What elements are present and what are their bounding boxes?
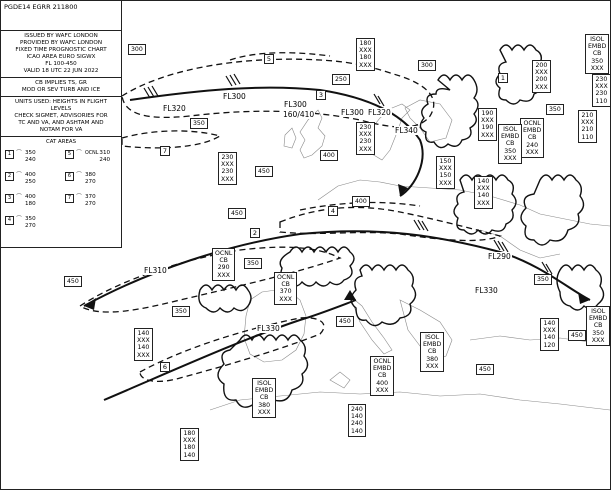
info-issuer xyxy=(1,31,121,78)
turb-box-uk-line: XXX xyxy=(221,175,234,183)
jet-flight-level-line: FL330 xyxy=(475,286,498,295)
turb-box-finland-line: 110 xyxy=(581,133,594,141)
cb-box-west-line: CB xyxy=(219,257,228,265)
cb-box-balkans xyxy=(420,332,444,372)
tropopause-height-line: 350 xyxy=(193,120,205,127)
tropopause-height xyxy=(228,208,246,219)
turb-box-finland-line: XXX xyxy=(581,119,594,127)
jet-flight-level-line: FL320 xyxy=(163,104,186,113)
turb-box-turkey-line: 140 xyxy=(543,320,556,327)
tropopause-height-line: 450 xyxy=(339,318,351,325)
area-number xyxy=(264,54,274,64)
turb-box-azores-line: XXX xyxy=(137,351,150,359)
cat-area-levels xyxy=(25,172,36,186)
turb-box-sweden-line: XXX xyxy=(481,117,494,125)
cb-box-baltic-line: XXX xyxy=(525,148,539,156)
turb-box-nafrica xyxy=(348,404,366,437)
cat-area-levels xyxy=(25,194,36,208)
cat-area-number: 5 xyxy=(65,150,74,159)
turb-box-uk-line: XXX xyxy=(221,161,234,169)
tropopause-height-line: 450 xyxy=(479,366,491,373)
area-number xyxy=(160,146,170,156)
cat-area-bottom: 270 xyxy=(25,223,36,229)
turb-box-morocco xyxy=(180,428,199,461)
cb-box-east xyxy=(498,124,522,164)
cb-box-iberia-line: XXX xyxy=(257,408,271,416)
tropopause-height xyxy=(332,74,350,85)
turb-box-nsea-line: XXX xyxy=(359,47,372,55)
units-note-line: CHECK SIGMET, ADVISORIES FOR xyxy=(14,113,108,119)
turb-box-turkey-line: 120 xyxy=(543,341,556,349)
turb-box-scand-1-line: XXX xyxy=(535,69,548,77)
turb-box-morocco-line: XXX xyxy=(183,437,196,445)
turb-box-germany xyxy=(436,156,455,189)
info-panel xyxy=(0,30,122,248)
cat-area-top: 400 xyxy=(25,194,36,200)
cat-area-legend-7 xyxy=(65,194,96,208)
tropopause-height xyxy=(336,316,354,327)
cat-area-bottom: 250 xyxy=(25,179,36,185)
turb-moderate-icon: ⌒ xyxy=(16,216,23,223)
area-number-line: 1 xyxy=(500,74,506,82)
cb-box-italy-line: OCNL xyxy=(373,358,391,365)
cb-box-iberia-line: 380 xyxy=(258,401,271,409)
jet-flight-level xyxy=(283,100,308,109)
cb-box-baltic-line: 240 xyxy=(526,141,539,149)
turb-box-nafrica-line: 140 xyxy=(351,413,363,421)
cb-box-iberia xyxy=(252,378,276,418)
cat-area-legend-6 xyxy=(65,172,96,186)
cat-area-legend-5 xyxy=(65,150,110,164)
turb-box-scand-1-line: XXX xyxy=(535,83,548,91)
cat-area-bottom: 240 xyxy=(99,157,111,163)
cb-box-denmark-line: ISOL xyxy=(591,308,606,315)
area-number-line: 4 xyxy=(330,207,336,215)
tropopause-height-line: 350 xyxy=(549,106,561,113)
jet-flight-level-line: FL340 xyxy=(395,126,418,135)
tropopause-height-line: 350 xyxy=(247,260,259,267)
turb-box-scand-1-line: 200 xyxy=(535,62,548,69)
jet-flight-level xyxy=(143,266,168,275)
cat-area-top: 350 xyxy=(25,216,36,222)
tropopause-height-line: 450 xyxy=(571,332,583,339)
cb-box-ne-line: EMBD xyxy=(588,43,607,51)
turb-box-morocco-line: 140 xyxy=(183,451,196,459)
turb-moderate-icon: ⌒ xyxy=(76,194,83,201)
turb-box-sweden xyxy=(478,108,497,141)
cat-area-number: 4 xyxy=(5,216,14,225)
jet-flight-level xyxy=(487,252,512,261)
cb-box-east-line: EMBD xyxy=(501,133,520,141)
cb-box-iberia-line: ISOL xyxy=(257,380,272,387)
area-number xyxy=(250,228,260,238)
turb-box-finland-line: 210 xyxy=(581,112,594,119)
area-number-line: 6 xyxy=(162,363,168,371)
cb-box-iberia-n-line: XXX xyxy=(279,295,292,303)
cat-area-levels xyxy=(25,216,36,230)
cb-box-balkans-line: CB xyxy=(427,348,437,356)
cat-area-legend-4 xyxy=(5,216,36,230)
jet-flight-level xyxy=(474,286,499,295)
cb-box-denmark-line: EMBD xyxy=(589,315,608,323)
tropopause-height-line: 450 xyxy=(258,168,270,175)
cb-box-italy-line: XXX xyxy=(375,386,389,394)
cat-area-top: 370 xyxy=(85,194,96,200)
cat-area-levels xyxy=(85,194,96,208)
cat-area-number: 2 xyxy=(5,172,14,181)
cb-box-denmark xyxy=(586,306,610,346)
tropopause-height xyxy=(352,196,370,207)
turb-moderate-icon: ⌒ xyxy=(16,194,23,201)
cb-box-iberia-n-line: CB xyxy=(281,281,290,289)
turb-box-scand-2-line: 230 xyxy=(595,76,608,83)
turb-box-germany-line: 150 xyxy=(439,158,452,165)
cat-area-bottom: 180 xyxy=(25,201,36,207)
cat-area-legend-2 xyxy=(5,172,36,186)
info-cb-note xyxy=(1,78,121,97)
turb-box-poland-line: XXX xyxy=(477,185,490,193)
cat-area-top: 350 xyxy=(25,150,36,156)
cb-box-ne-line: ISOL xyxy=(590,36,605,43)
cat-area-prefix: OCNL xyxy=(85,151,99,156)
cb-box-iberia-n xyxy=(274,272,297,305)
chart-header xyxy=(0,0,122,30)
tropopause-height-line: 250 xyxy=(335,76,347,83)
tropopause-height-line: 450 xyxy=(231,210,243,217)
cb-box-italy-line: CB xyxy=(377,372,387,380)
jet-flight-level-line: FL330 xyxy=(257,324,280,333)
turb-box-uk xyxy=(218,152,237,185)
cb-box-ne-line: CB xyxy=(592,50,602,58)
area-number-line: 3 xyxy=(318,91,324,99)
tropopause-height xyxy=(476,364,494,375)
units-note-line: TC AND VA, AND ASHTAM AND xyxy=(18,120,104,126)
area-number xyxy=(160,362,170,372)
cb-box-ne xyxy=(585,34,609,74)
jet-flight-level-line: FL310 xyxy=(144,266,167,275)
jet-flight-level-line: FL290 xyxy=(488,252,511,261)
info-line: FIXED TIME PROGNOSTIC CHART xyxy=(15,47,107,53)
turb-moderate-icon: ⌒ xyxy=(16,172,23,179)
tropopause-height-line: 400 xyxy=(323,152,335,159)
jet-flight-level xyxy=(256,324,281,333)
turb-box-poland-line: 140 xyxy=(477,178,490,185)
turb-box-uk-line: 230 xyxy=(221,168,234,176)
turb-box-poland-line: 140 xyxy=(477,192,490,200)
cb-box-ne-line: 350 xyxy=(591,57,604,65)
area-number xyxy=(316,90,326,100)
tropopause-height-line: 300 xyxy=(131,46,143,53)
cat-area-number: 6 xyxy=(65,172,74,181)
turb-moderate-icon: ⌒ xyxy=(16,150,23,157)
turb-box-scand-1-line: 200 xyxy=(535,76,548,84)
cb-box-ne-line: XXX xyxy=(590,64,604,72)
units-note-line: UNITS USED: HEIGHTS IN FLIGHT LEVELS xyxy=(14,99,108,112)
turb-box-germany-line: XXX xyxy=(439,165,452,173)
cb-box-east-line: 350 xyxy=(504,147,517,155)
cb-box-iberia-line: EMBD xyxy=(255,387,274,395)
turb-box-azores-line: XXX xyxy=(137,337,150,345)
cb-box-baltic xyxy=(520,118,544,158)
jet-flight-level xyxy=(367,108,392,117)
tropopause-height-line: 350 xyxy=(175,308,187,315)
cat-areas-title: CAT AREAS xyxy=(46,139,76,145)
turb-box-nafrica-line: 240 xyxy=(351,420,363,428)
tropopause-height xyxy=(568,330,586,341)
turb-box-nsea xyxy=(356,38,375,71)
cb-box-west-line: 290 xyxy=(217,264,230,272)
turb-box-germany-line: 150 xyxy=(439,172,452,180)
cb-box-iberia-n-line: OCNL xyxy=(277,274,295,281)
units-note-line: NOTAM FOR VA xyxy=(39,127,83,133)
cb-box-west xyxy=(212,248,235,281)
cb-box-denmark-line: 350 xyxy=(592,329,605,337)
cat-area-levels xyxy=(85,172,96,186)
cat-area-bottom: 270 xyxy=(85,201,96,207)
cb-box-denmark-line: CB xyxy=(593,322,603,330)
info-line: ISSUED BY WAFC LONDON xyxy=(24,33,98,39)
info-line: ICAO AREA EURO SIGWX xyxy=(26,54,96,60)
turb-box-atlantic-line: XXX xyxy=(359,145,372,153)
turb-box-azores-line: 140 xyxy=(137,344,150,352)
tropopause-height-line: 450 xyxy=(67,278,79,285)
tropopause-height xyxy=(64,276,82,287)
cb-box-iberia-line: CB xyxy=(259,394,269,402)
cb-box-balkans-line: 380 xyxy=(426,355,439,363)
cb-box-west-line: OCNL xyxy=(215,250,233,257)
turb-box-morocco-line: 180 xyxy=(183,430,196,437)
area-number-line: 2 xyxy=(252,229,258,237)
info-line: PROVIDED BY WAFC LONDON xyxy=(19,40,103,46)
cat-area-number: 7 xyxy=(65,194,74,203)
turb-box-scand-2-line: 110 xyxy=(595,97,608,105)
turb-box-sweden-line: XXX xyxy=(481,131,494,139)
turb-box-nafrica-line: 240 xyxy=(351,406,363,413)
turb-moderate-icon: ⌒ xyxy=(76,150,83,157)
cat-area-number: 3 xyxy=(5,194,14,203)
jet-flight-level xyxy=(162,104,187,113)
cb-box-east-line: ISOL xyxy=(503,126,518,133)
cat-area-levels xyxy=(99,150,110,164)
turb-box-turkey xyxy=(540,318,559,351)
tropopause-height xyxy=(534,274,552,285)
cat-area-bottom: 270 xyxy=(85,179,96,185)
turb-box-poland xyxy=(474,176,493,209)
turb-box-sweden-line: 190 xyxy=(481,124,494,132)
jet-flight-level-line: FL300 xyxy=(341,108,364,117)
tropopause-height xyxy=(244,258,262,269)
tropopause-height xyxy=(190,118,208,129)
cb-box-baltic-line: EMBD xyxy=(523,127,542,135)
tropopause-height xyxy=(255,166,273,177)
cb-box-balkans-line: XXX xyxy=(425,362,439,370)
turb-box-atlantic-line: 230 xyxy=(359,138,372,146)
tropopause-height xyxy=(172,306,190,317)
tropopause-height-line: 400 xyxy=(355,198,367,205)
turb-box-atlantic-line: 230 xyxy=(359,124,372,131)
turb-box-uk-line: 230 xyxy=(221,154,234,161)
tropopause-height xyxy=(320,150,338,161)
turb-box-atlantic xyxy=(356,122,375,155)
turb-box-nsea-line: 180 xyxy=(359,40,372,47)
area-number xyxy=(328,206,338,216)
jet-flight-level-line: FL300 xyxy=(284,100,307,109)
turb-box-scand-1 xyxy=(532,60,551,93)
turb-box-finland-line: 210 xyxy=(581,126,594,134)
cat-area-number: 1 xyxy=(5,150,14,159)
turb-box-nsea-line: 180 xyxy=(359,54,372,62)
cat-area-top: 400 xyxy=(25,172,36,178)
cat-area-legend-1 xyxy=(5,150,36,164)
cb-box-baltic-line: OCNL xyxy=(523,120,541,127)
turb-box-atlantic-line: XXX xyxy=(359,131,372,139)
turb-box-morocco-line: 180 xyxy=(183,444,196,452)
cb-box-italy-line: EMBD xyxy=(373,365,392,373)
tropopause-height xyxy=(546,104,564,115)
area-number-line: 5 xyxy=(266,55,272,63)
cb-box-italy xyxy=(370,356,394,396)
tropopause-height-line: 350 xyxy=(537,276,549,283)
jet-flight-level xyxy=(282,110,315,119)
jet-flight-level xyxy=(340,108,365,117)
info-units-note xyxy=(1,97,121,137)
tropopause-height-line: 300 xyxy=(421,62,433,69)
turb-box-sweden-line: 190 xyxy=(481,110,494,117)
turb-box-scand-2-line: 230 xyxy=(595,90,608,98)
turb-box-turkey-line: 140 xyxy=(543,334,556,342)
cb-note-line: MOD OR SEV TURB AND ICE xyxy=(21,87,101,93)
turb-moderate-icon: ⌒ xyxy=(76,172,83,179)
cb-box-iberia-n-line: 370 xyxy=(279,288,292,296)
cat-area-legend-3 xyxy=(5,194,36,208)
chart-id: PGDE14 EGRR 211800 xyxy=(4,3,78,11)
info-line: VALID 18 UTC 22 JUN 2022 xyxy=(23,68,99,74)
turb-box-nsea-line: XXX xyxy=(359,61,372,69)
turb-box-germany-line: XXX xyxy=(439,179,452,187)
turb-box-turkey-line: XXX xyxy=(543,327,556,335)
cb-box-balkans-line: ISOL xyxy=(425,334,440,341)
turb-box-finland xyxy=(578,110,597,143)
jet-flight-level-line: 160/410 xyxy=(283,110,315,119)
cat-areas-legend xyxy=(1,146,121,236)
info-line: FL 100-450 xyxy=(45,61,77,67)
cat-area-top: 310 xyxy=(99,150,111,156)
turb-box-nafrica-line: 140 xyxy=(351,427,363,435)
jet-flight-level-line: FL300 xyxy=(223,92,246,101)
cb-box-east-line: CB xyxy=(505,140,515,148)
cat-area-bottom: 240 xyxy=(25,157,36,163)
area-number xyxy=(498,73,508,83)
turb-box-azores-line: 140 xyxy=(137,330,150,337)
cb-box-balkans-line: EMBD xyxy=(423,341,442,349)
turb-box-scand-2-line: XXX xyxy=(595,83,608,91)
cb-note-line: CB IMPLIES TS, GR xyxy=(35,80,87,86)
jet-flight-level-line: FL320 xyxy=(368,108,391,117)
cb-box-denmark-line: XXX xyxy=(591,336,605,344)
tropopause-height xyxy=(418,60,436,71)
cat-area-top: 380 xyxy=(85,172,96,178)
cb-box-east-line: XXX xyxy=(503,154,517,162)
jet-flight-level xyxy=(394,126,419,135)
cb-box-baltic-line: CB xyxy=(527,134,537,142)
cb-box-west-line: XXX xyxy=(217,271,230,279)
turb-box-poland-line: XXX xyxy=(477,199,490,207)
jet-flight-level xyxy=(222,92,247,101)
cb-box-italy-line: 400 xyxy=(376,379,389,387)
cat-area-levels xyxy=(25,150,36,164)
turb-box-scand-2 xyxy=(592,74,611,107)
tropopause-height xyxy=(128,44,146,55)
area-number-line: 7 xyxy=(162,147,168,155)
turb-box-azores xyxy=(134,328,153,361)
